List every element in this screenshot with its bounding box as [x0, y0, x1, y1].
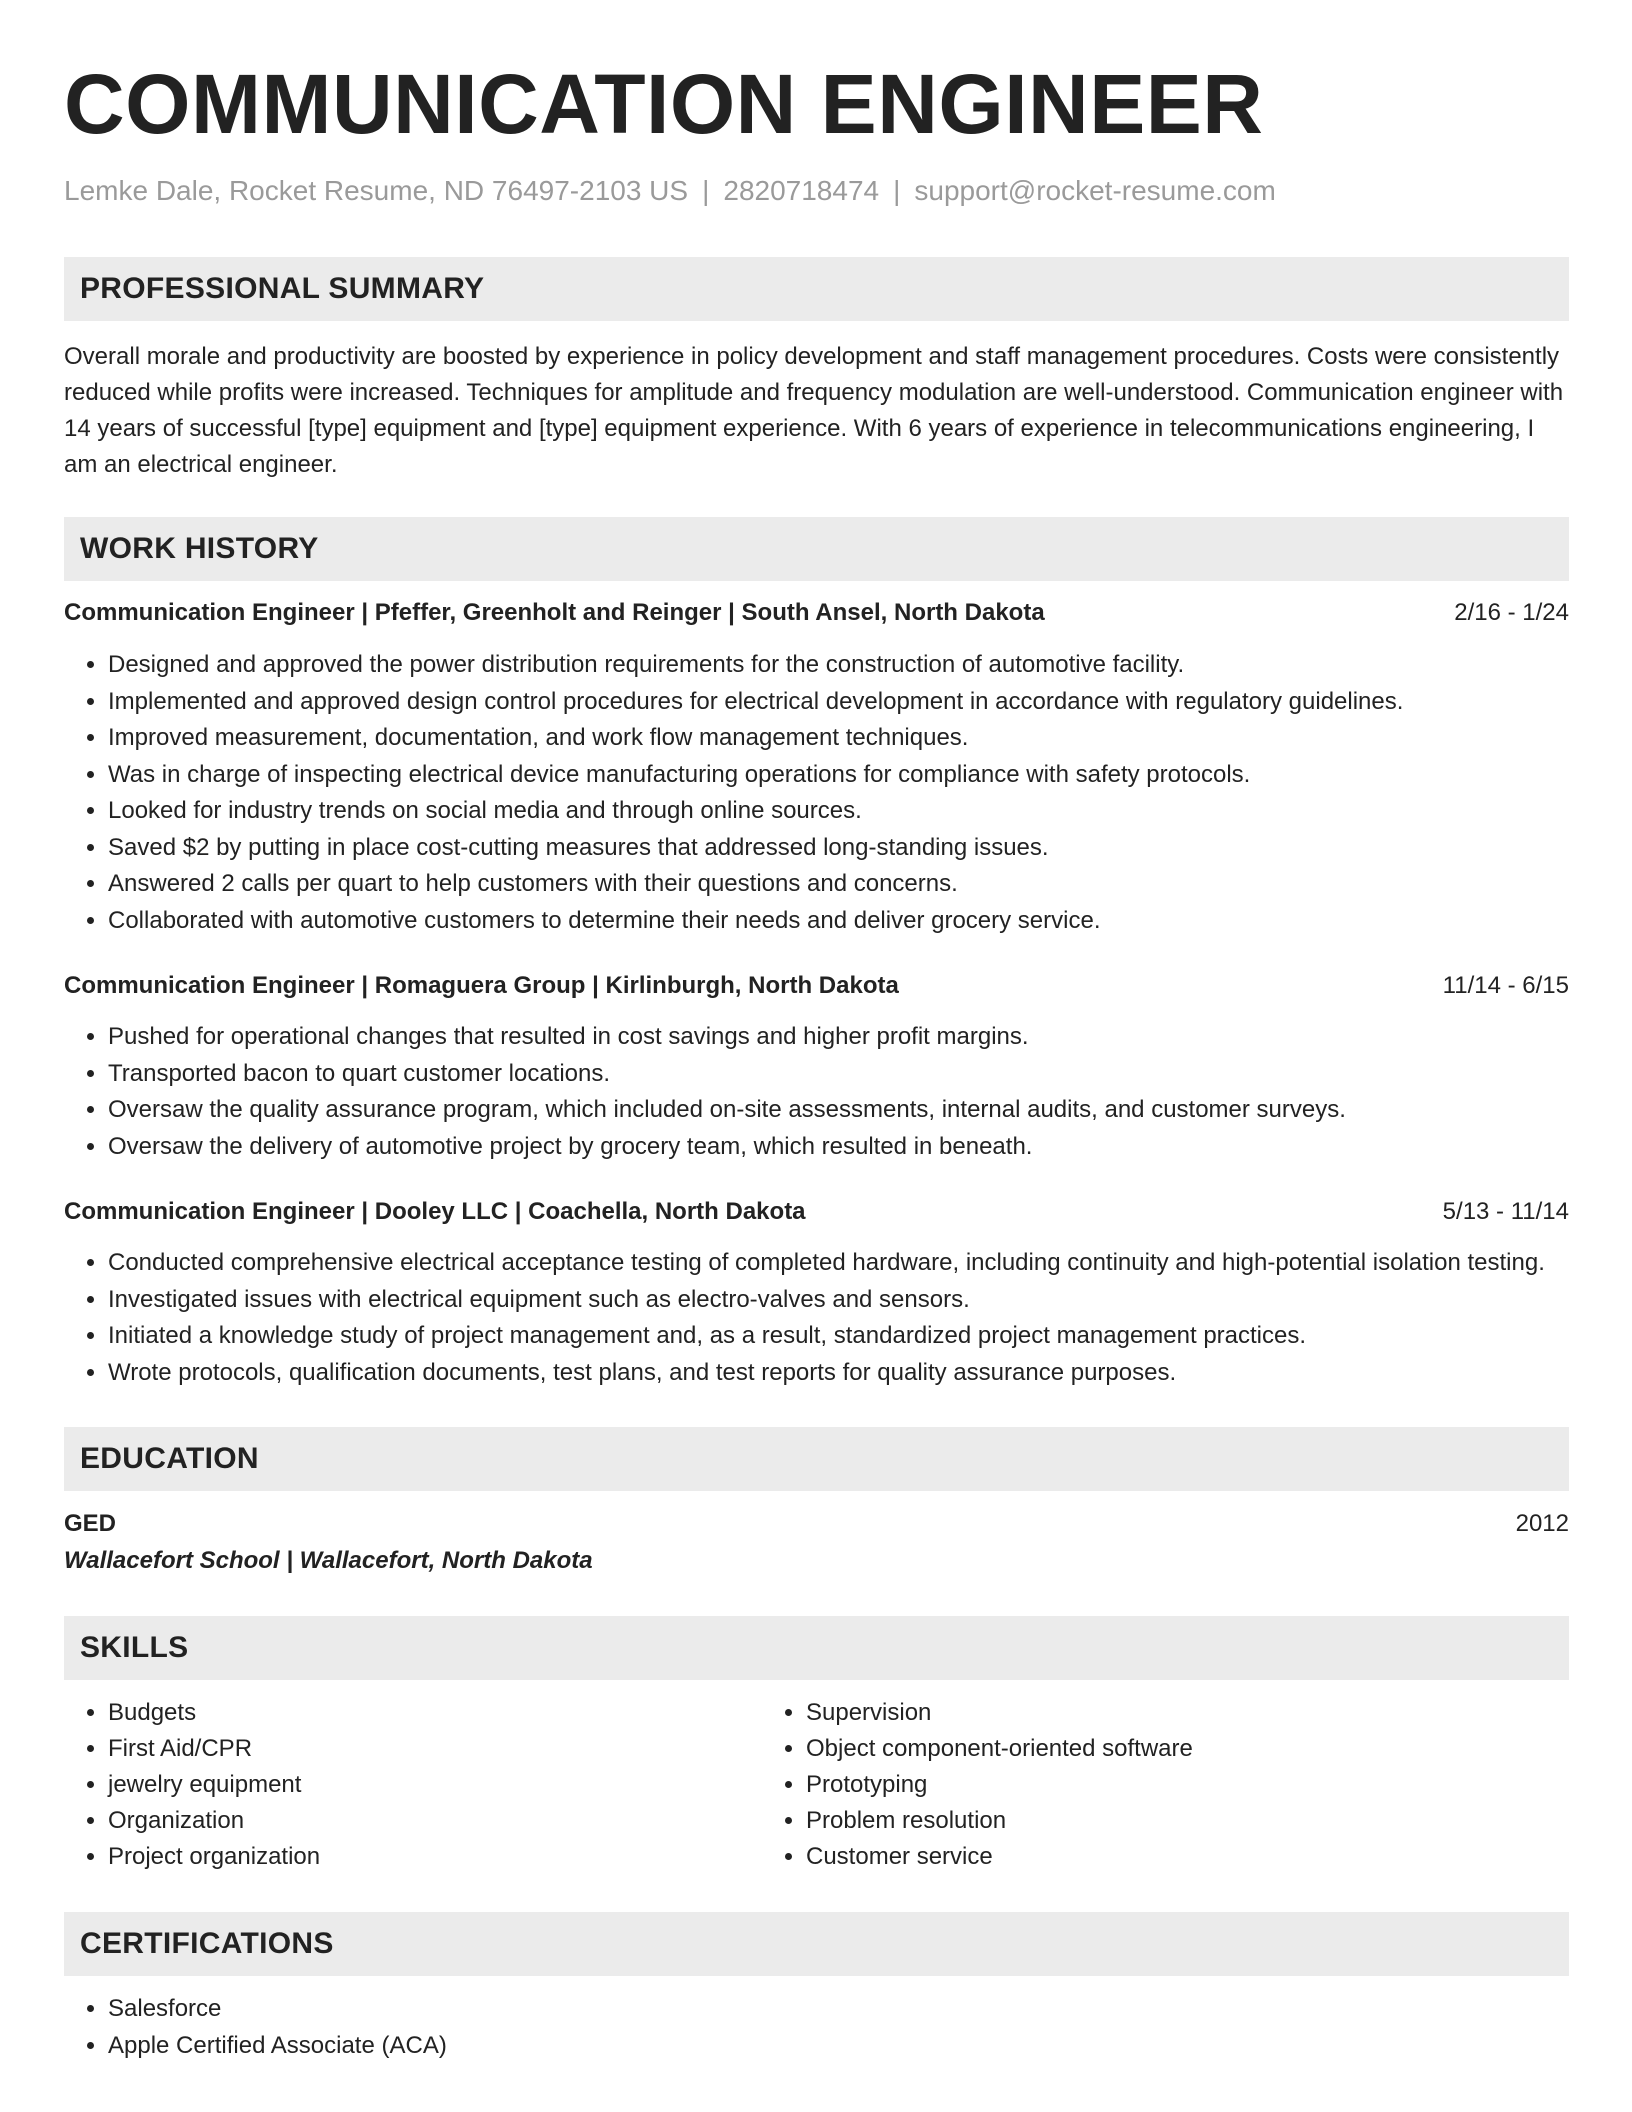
job-bullet: • Was in charge of inspecting electrical device manufacturing operations for compliance with safety protocols.: [108, 757, 1569, 794]
page-title: COMMUNICATION ENGINEER: [64, 57, 1264, 151]
job-header: [64, 595, 1569, 631]
contact-address: Lemke Dale, Rocket Resume, ND 76497-2103 US: [64, 175, 689, 206]
job-bullet: • Improved measurement, documentation, and work flow management techniques.: [108, 720, 1569, 757]
section-heading-skills: SKILLS: [64, 1616, 1569, 1680]
skill-item: • jewelry equipment: [108, 1767, 762, 1803]
education-school: Wallacefort School | Wallacefort, North Dakota: [64, 1547, 593, 1574]
job-title: Communication Engineer | Pfeffer, Greenholt and Reinger | South Ansel, North Dakota: [64, 599, 1045, 626]
skill-item: • Organization: [108, 1803, 762, 1839]
skill-item: • Prototyping: [806, 1767, 1569, 1803]
job-bullet: • Looked for industry trends on social media and through online sources.: [108, 793, 1569, 830]
job-header: [64, 968, 1569, 1004]
education-year: 2012: [1515, 1510, 1569, 1537]
job-title: Communication Engineer | Dooley LLC | Coachella, North Dakota: [64, 1198, 806, 1225]
job-bullet: • Wrote protocols, qualification documents, test plans, and test reports for quality assurance purposes.: [108, 1355, 1569, 1392]
job-dates: 2/16 - 1/24: [1454, 599, 1569, 626]
skills-column-left: [64, 1695, 762, 1875]
skills-column-right: [762, 1695, 1569, 1875]
section-heading-summary: PROFESSIONAL SUMMARY: [64, 257, 1569, 321]
job-title: Communication Engineer | Romaguera Group | Kirlinburgh, North Dakota: [64, 972, 899, 999]
job-bullet: • Initiated a knowledge study of project management and, as a result, standardized project management practices.: [108, 1318, 1569, 1355]
certification-item: • Salesforce: [108, 1991, 1569, 2028]
job-bullet: • Transported bacon to quart customer locations.: [108, 1056, 1569, 1093]
job-bullet: • Investigated issues with electrical equipment such as electro-valves and sensors.: [108, 1282, 1569, 1319]
skill-item: • Project organization: [108, 1839, 762, 1875]
job-bullet: • Conducted comprehensive electrical acceptance testing of completed hardware, including continuity and high-potential isolation testing.: [108, 1245, 1569, 1282]
contact-phone: 2820718474: [723, 175, 880, 206]
skill-item: • Customer service: [806, 1839, 1569, 1875]
contact-line: [64, 174, 1569, 208]
job-bullet: • Saved $2 by putting in place cost-cutting measures that addressed long-standing issues.: [108, 830, 1569, 867]
job-bullet: • Collaborated with automotive customers to determine their needs and deliver grocery service.: [108, 903, 1569, 940]
job-entry: [64, 968, 1569, 1165]
section-heading-certifications: CERTIFICATIONS: [64, 1912, 1569, 1976]
certifications-list: [64, 1991, 1569, 2064]
job-entry: [64, 595, 1569, 939]
contact-email: support@rocket-resume.com: [914, 175, 1276, 206]
job-bullet: • Implemented and approved design control procedures for electrical development in accordance with regulatory guidelines.: [108, 684, 1569, 721]
job-header: [64, 1194, 1569, 1230]
job-bullet: • Designed and approved the power distribution requirements for the construction of automotive facility.: [108, 647, 1569, 684]
skill-item: • Budgets: [108, 1695, 762, 1731]
skill-item: • Problem resolution: [806, 1803, 1569, 1839]
education-degree: GED: [64, 1510, 117, 1537]
job-bullet: • Oversaw the quality assurance program, which included on-site assessments, internal audits, and customer surveys.: [108, 1092, 1569, 1129]
skills-list: [64, 1695, 1569, 1875]
job-dates: 11/14 - 6/15: [1442, 972, 1569, 999]
job-bullet: • Pushed for operational changes that resulted in cost savings and higher profit margins.: [108, 1019, 1569, 1056]
job-bullet: • Oversaw the delivery of automotive project by grocery team, which resulted in beneath.: [108, 1129, 1569, 1166]
skill-item: • Object component-oriented software: [806, 1731, 1569, 1767]
summary-text: Overall morale and productivity are boosted by experience in policy development and staff management procedures. Costs were consistently reduced while profits were increased. Techniques for amplitude and frequency modulation are well-understood. Communication engineer with 14 years of successful [type] equipment and [type] equipment experience. With 6 years of experience in telecommunications engineering, I am an electrical engineer.: [64, 343, 1564, 478]
job-bullets: [64, 1019, 1569, 1165]
skill-item: • Supervision: [806, 1695, 1569, 1731]
job-dates: 5/13 - 11/14: [1442, 1198, 1569, 1225]
section-heading-work-history: WORK HISTORY: [64, 517, 1569, 581]
certification-item: • Apple Certified Associate (ACA): [108, 2028, 1569, 2065]
skill-item: • First Aid/CPR: [108, 1731, 762, 1767]
job-entry: [64, 1194, 1569, 1391]
job-bullets: [64, 1245, 1569, 1391]
contact-separator: |: [893, 175, 901, 206]
contact-separator: |: [702, 175, 710, 206]
job-bullets: [64, 647, 1569, 939]
education-entry: [64, 1506, 1569, 1542]
job-bullet: • Answered 2 calls per quart to help customers with their questions and concerns.: [108, 866, 1569, 903]
section-heading-education: EDUCATION: [64, 1427, 1569, 1491]
